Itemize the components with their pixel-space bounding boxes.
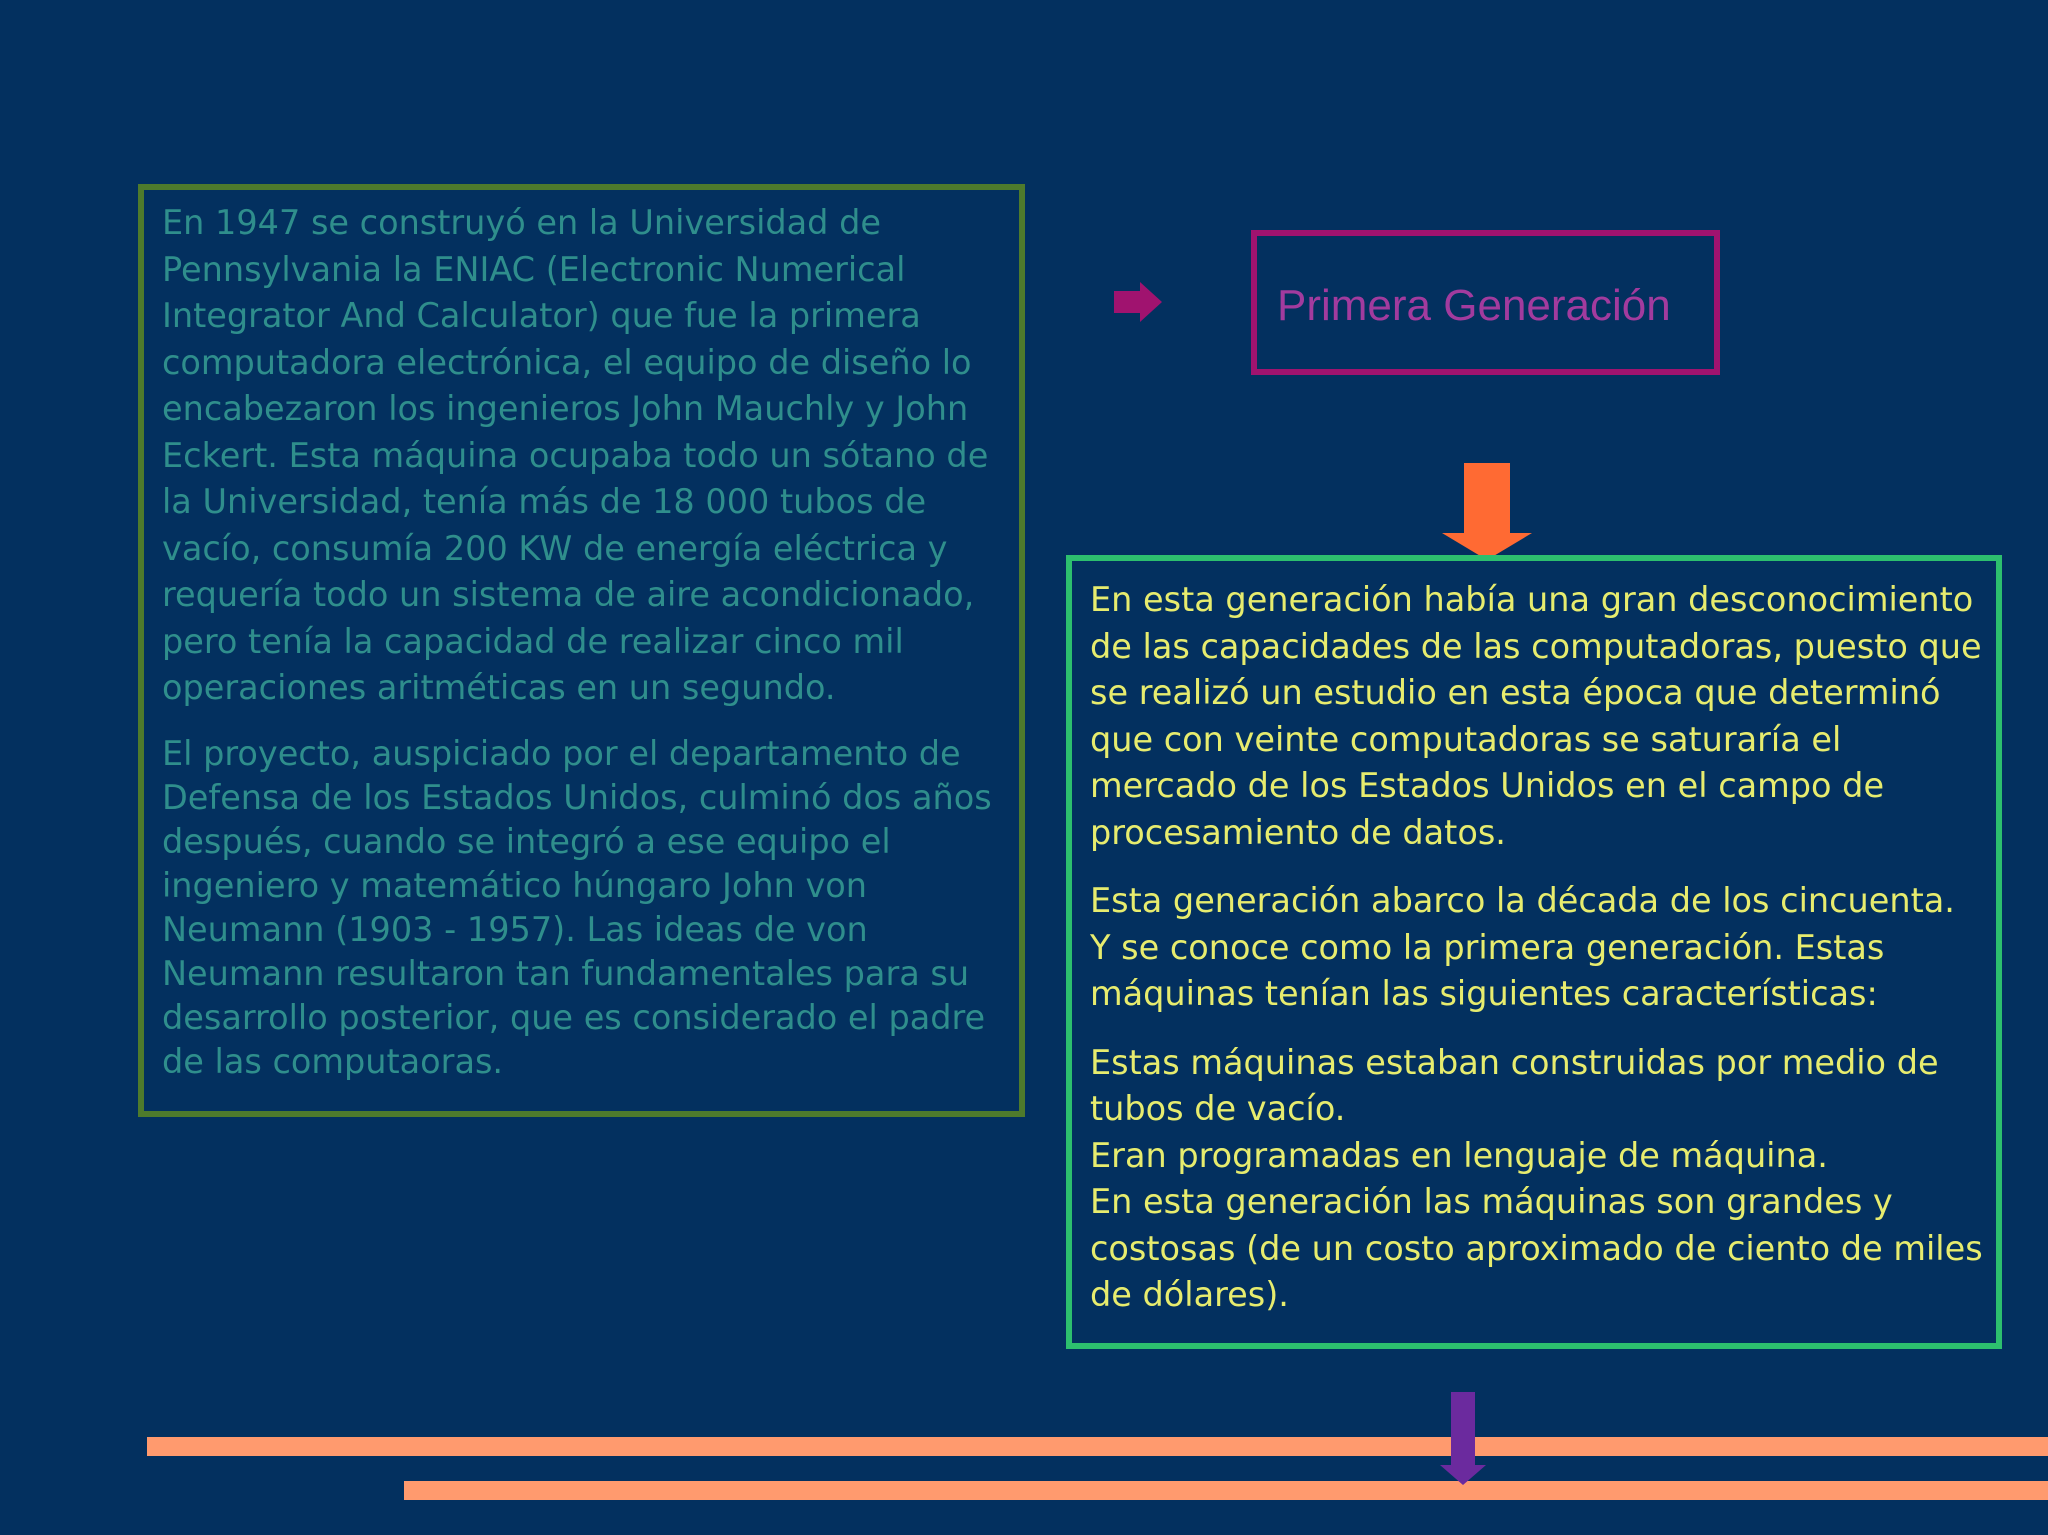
page-title: Primera Generación xyxy=(1277,280,1671,330)
first-generation-panel xyxy=(1066,555,2002,1349)
bottom-bar-lower xyxy=(404,1481,2048,1500)
eniac-history-panel xyxy=(138,184,1025,1117)
orange-down-arrow-icon xyxy=(1442,463,1532,560)
right-arrow-icon xyxy=(1114,282,1162,322)
title-box xyxy=(1251,230,1720,375)
characteristic-item: Eran programadas en lenguaje de máquina. xyxy=(1090,1135,1828,1175)
von-neumann-paragraph: El proyecto, auspiciado por el departamento de Defensa de los Estados Unidos, culminó dos años después, cuando se integró a ese equipo el ingeniero y matemático húngaro John von Neumann (1903 - 1957). Las ideas de von Neumann resultaron tan fundamentales para su desarrollo posterior, que es considerado el padre de las computaoras. xyxy=(162,733,992,1081)
market-paragraph: En esta generación había una gran desconocimiento de las capacidades de las computadoras, puesto que se realizó un estudio en esta época que determinó que con veinte computadoras se saturaría el mercado de los Estados Unidos en el campo de procesamiento de datos. xyxy=(1090,580,1982,852)
characteristic-item: Estas máquinas estaban construidas por medio de tubos de vacío. xyxy=(1090,1042,1939,1128)
characteristics-list xyxy=(1090,1040,1984,1319)
eniac-paragraph: En 1947 se construyó en la Universidad de Pennsylvania la ENIAC (Electronic Numerical Integrator And Calculator) que fue la primera computadora electrónica, el equipo de diseño lo encabezaron los ingenieros John Mauchly y John Eckert. Esta máquina ocupaba todo un sótano de la Universidad, tenía más de 18 000 tubos de vacío, consumía 200 KW de energía eléctrica y requería todo un sistema de aire acondicionado, pero tenía la capacidad de realizar cinco mil operaciones aritméticas en un segundo. xyxy=(162,203,989,707)
bottom-bar-upper xyxy=(147,1437,2048,1456)
decade-paragraph: Esta generación abarco la década de los cincuenta. Y se conoce como la primera generación. Estas máquinas tenían las siguientes características: xyxy=(1090,881,1955,1013)
characteristic-item: En esta generación las máquinas son grandes y costosas (de un costo aproximado de ciento de miles de dólares). xyxy=(1090,1182,1983,1314)
